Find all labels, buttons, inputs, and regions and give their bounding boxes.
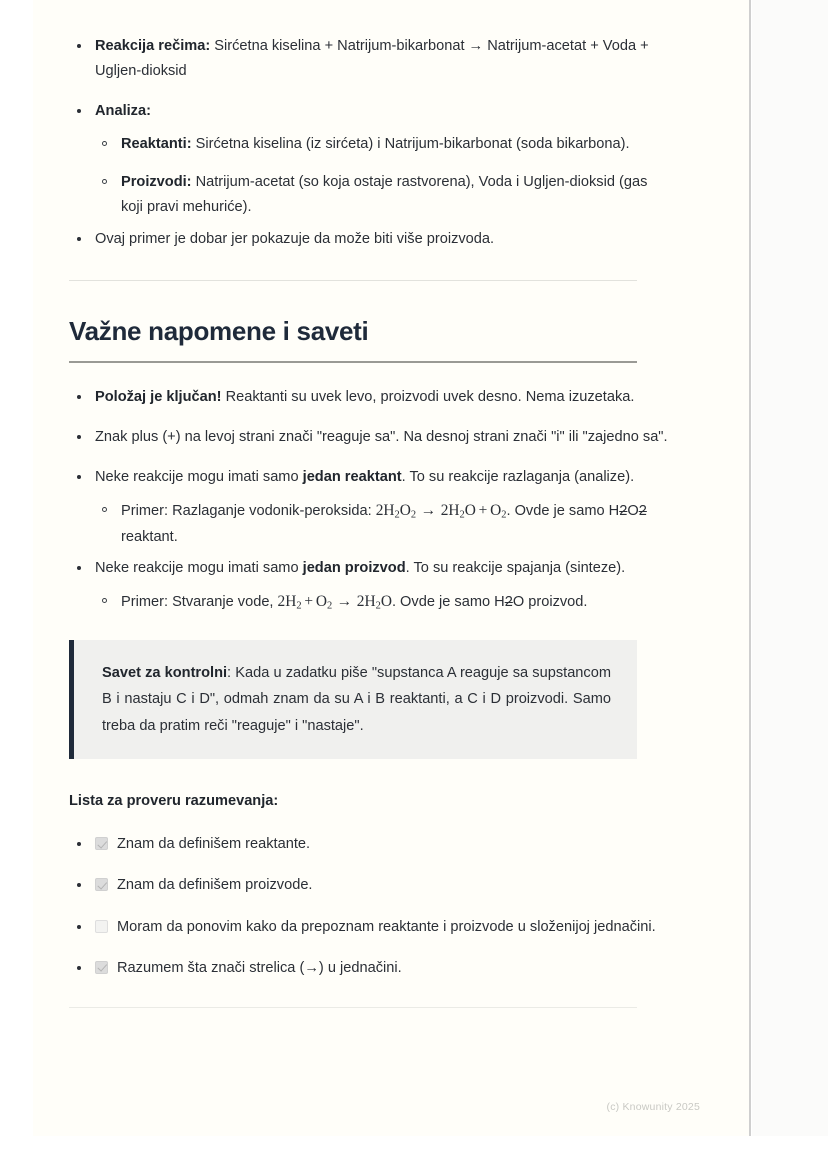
right-pane <box>752 0 828 1136</box>
tip-callout-label: Savet za kontrolni <box>102 664 228 681</box>
sublist-item-label: Proizvodi: <box>121 174 192 191</box>
example-prefix: Primer: Razlaganje vodonik-peroksida: <box>121 503 376 520</box>
checkbox-unchecked-icon[interactable] <box>95 920 108 933</box>
list-item-one-product <box>69 556 669 616</box>
checklist-item-label: Znam da definišem proizvode. <box>117 877 313 894</box>
checkbox-checked-icon[interactable] <box>95 878 108 891</box>
list-item-text-tail: . To su reakcije razlaganja (analize). <box>401 469 635 486</box>
page-title: Važne napomene i saveti <box>69 315 369 346</box>
checklist-item-label: Moram da ponovim kako da prepoznam reaktante i proizvode u složenijoj jednačini. <box>117 918 656 935</box>
list-item-plus-sign <box>69 425 669 450</box>
decomposition-example-sublist <box>95 498 669 550</box>
list-item-text: Reaktanti su uvek levo, proizvodi uvek desno. Nema izuzetaka. <box>221 389 635 406</box>
tips-list <box>69 385 669 615</box>
sublist-item-peroxide-example <box>95 498 669 550</box>
list-item-text: Sirćetna kiselina + Natrijum-bikarbonat → Natrijum-acetat + Voda + Ugljen-dioksid <box>95 38 649 80</box>
list-item-position-key <box>69 385 669 410</box>
list-item <box>69 915 669 940</box>
divider-above-heading <box>69 280 637 281</box>
list-item-reaction-words <box>69 34 669 84</box>
list-item-label: Analiza: <box>95 103 151 120</box>
list-item-text: Ovaj primer je dobar jer pokazuje da može biti više proizvoda. <box>95 230 495 247</box>
list-item-one-reactant <box>69 465 669 550</box>
synthesis-example-sublist <box>95 589 669 615</box>
understanding-checklist <box>69 832 669 980</box>
divider-below-heading <box>69 361 637 363</box>
list-item <box>69 956 669 981</box>
checklist-item-label: Znam da definišem reaktante. <box>117 836 311 853</box>
equation-water: $2H_2 + O_2 \to 2H_2O$ <box>277 593 392 612</box>
example-tail: reaktant. <box>121 528 178 545</box>
sublist-item-text: Natrijum-acetat (so koja ostaje rastvorena), Voda i Ugljen-dioksid (gas koji pravi mehuriće). <box>121 174 648 216</box>
list-item-emphasis: jedan reaktant <box>302 469 402 486</box>
example-mid: . Ovde je samo <box>506 503 609 520</box>
sublist-item-water-example <box>95 589 669 615</box>
inline-formula-h2o: H2O <box>494 594 525 611</box>
list-item <box>69 832 669 857</box>
footer-copyright: (c) Knowunity 2025 <box>606 1101 700 1113</box>
inline-formula-h2o2: H2O2 <box>608 503 647 520</box>
list-item <box>69 873 669 898</box>
list-item-text: Znak plus (+) na levoj strani znači "reaguje sa". Na desnoj strani znači "i" ili "zajedno sa". <box>95 429 668 446</box>
list-item-emphasis: jedan proizvod <box>302 560 406 577</box>
list-item-label: Položaj je ključan! <box>95 389 222 406</box>
reaction-analysis-list <box>69 34 669 252</box>
tip-callout-text: : Kada u zadatku piše "supstanca A reaguje sa supstancom B i nastaju C i D", odmah znam da su A i B reaktanti, a C i D proizvodi. Samo treba da pratim reči "reaguje" i "nastaje". <box>102 664 611 734</box>
divider-footer <box>69 1007 637 1008</box>
analysis-sublist <box>95 132 669 220</box>
list-item-label: Reakcija rečima: <box>95 38 211 54</box>
equation-peroxide: $2H_2O_2 \to 2H_2O + O_2$ <box>375 502 507 521</box>
sublist-item-products <box>95 170 669 220</box>
document-content <box>69 0 669 1008</box>
sublist-item-text: Sirćetna kiselina (iz sirćeta) i Natrijum-bikarbonat (soda bikarbona). <box>191 136 630 153</box>
example-prefix: Primer: Stvaranje vode, <box>121 594 278 611</box>
list-item-analysis <box>69 99 669 220</box>
pane-divider <box>749 0 751 1136</box>
list-item-good-example <box>69 227 669 252</box>
list-item-text-tail: . To su reakcije spajanja (sinteze). <box>405 560 626 577</box>
sublist-item-label: Reaktanti: <box>121 136 192 153</box>
list-item-text-lead: Neke reakcije mogu imati samo <box>95 560 303 577</box>
checkbox-checked-icon[interactable] <box>95 837 108 850</box>
document-card <box>33 0 750 1136</box>
checklist-title: Lista za proveru razumevanja: <box>69 793 279 810</box>
checklist-item-label: Razumem šta znači strelica (→) u jednačini. <box>117 959 402 976</box>
checkbox-checked-icon[interactable] <box>95 961 108 974</box>
tip-callout <box>69 640 637 760</box>
example-mid: . Ovde je samo <box>391 594 495 611</box>
sublist-item-reactants <box>95 132 669 157</box>
example-tail: proizvod. <box>524 594 588 611</box>
list-item-text-lead: Neke reakcije mogu imati samo <box>95 469 303 486</box>
